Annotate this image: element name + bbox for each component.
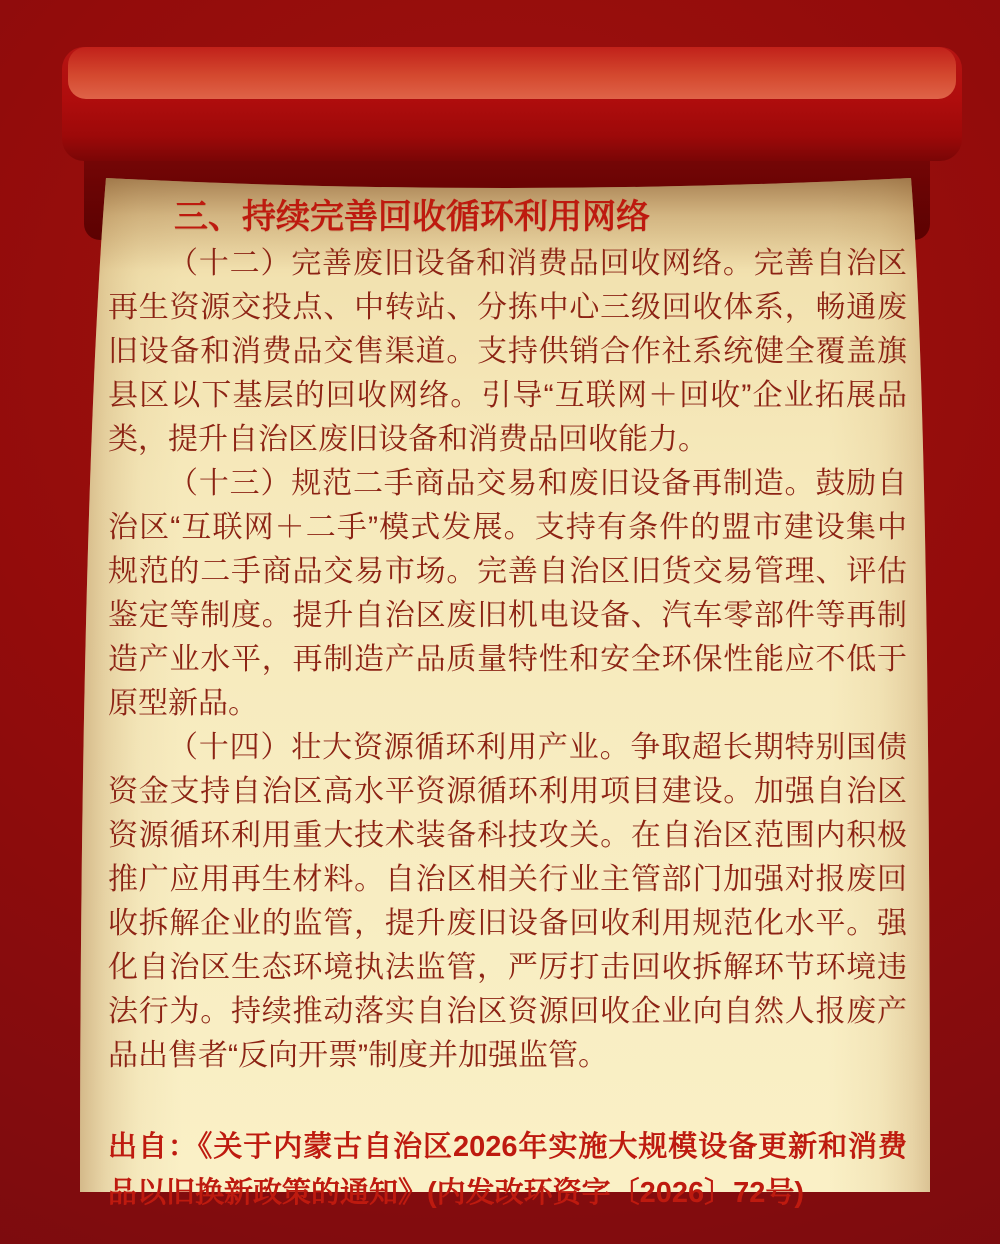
document-content bbox=[108, 192, 907, 1216]
policy-paragraph-12: （十二）完善废旧设备和消费品回收网络。完善自治区再生资源交投点、中转站、分拣中心三级回收体系，畅通废旧设备和消费品交售渠道。支持供销合作社系统健全覆盖旗县区以下基层的回收网络。引导“互联网＋回收”企业拓展品类，提升自治区废旧设备和消费品回收能力。 bbox=[108, 247, 907, 456]
source-citation: 出自：《关于内蒙古自治区2026年实施大规模设备更新和消费品以旧换新政策的通知》(内发改环资字〔2026〕72号) bbox=[108, 1131, 907, 1209]
policy-paragraph-14: （十四）壮大资源循环利用产业。争取超长期特别国债资金支持自治区高水平资源循环利用项目建设。加强自治区资源循环利用重大技术装备科技攻关。在自治区范围内积极推广应用再生材料。自治区相关行业主管部门加强对报废回收拆解企业的监管，提升废旧设备回收利用规范化水平。强化自治区生态环境执法监管，严厉打击回收拆解环节环境违法行为。持续推动落实自治区资源回收企业向自然人报废产品出售者“反向开票”制度并加强监管。 bbox=[108, 731, 907, 1072]
policy-paragraph-13: （十三）规范二手商品交易和废旧设备再制造。鼓励自治区“互联网＋二手”模式发展。支持有条件的盟市建设集中规范的二手商品交易市场。完善自治区旧货交易管理、评估鉴定等制度。提升自治区废旧机电设备、汽车零部件等再制造产业水平，再制造产品质量特性和安全环保性能应不低于原型新品。 bbox=[108, 467, 907, 720]
scroll-rod-highlight bbox=[68, 47, 956, 99]
section-title: 三、持续完善回收循环利用网络 bbox=[174, 198, 650, 236]
